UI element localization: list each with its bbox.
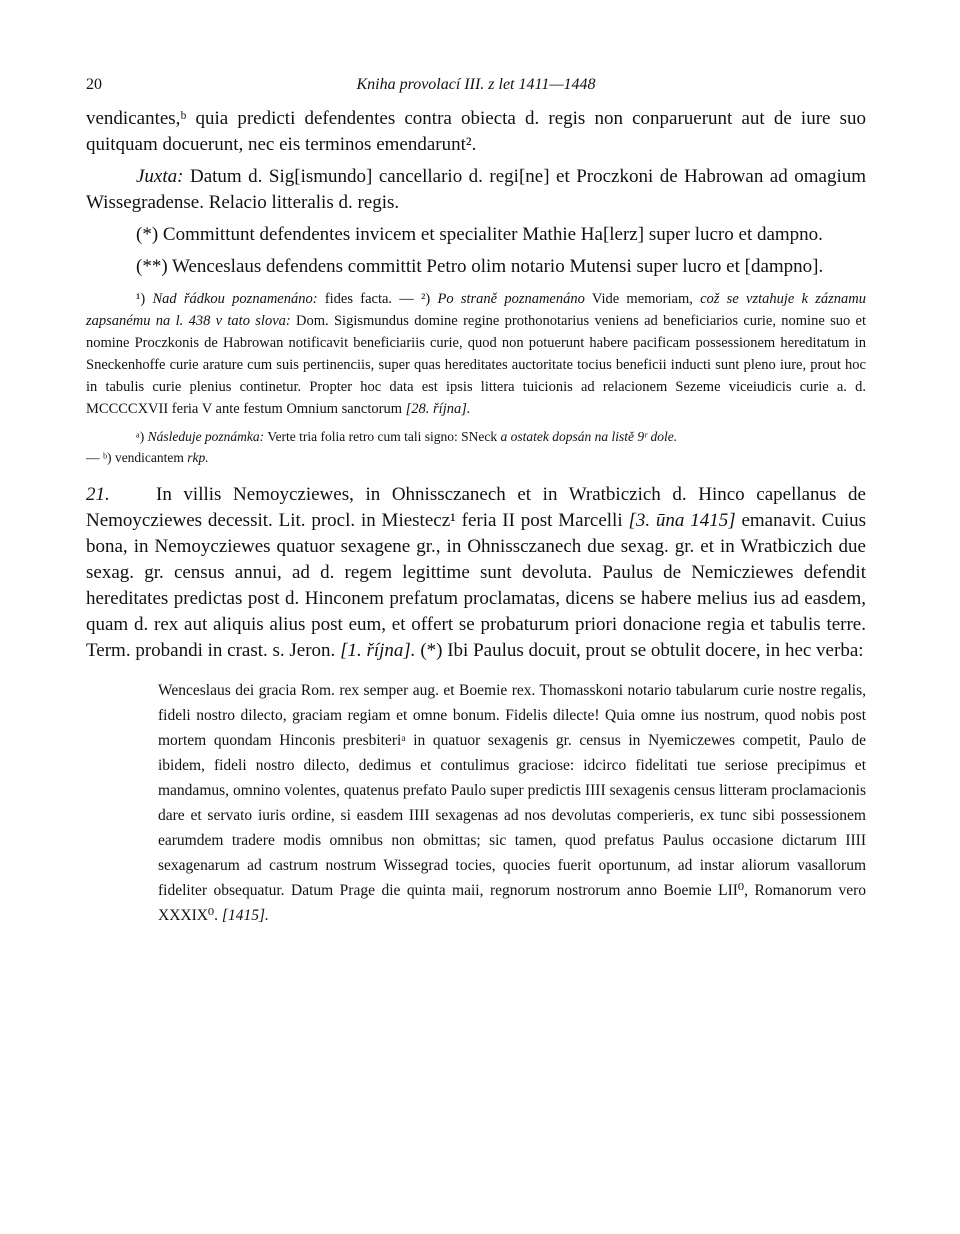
footnote-1-label: Nad řádkou poznamenáno: [152,291,318,307]
variant-a-label: Následuje poznámka: [147,429,265,444]
page-header [86,72,866,106]
variant-notes [86,426,866,468]
footnote-2-text2: Dom. Sigismundus domine regine prothonotarius veniens ad beneficiarios curie, nomine suo et nomine Proczkonis de Habrowan notificavit beneficiariis curie, quod non potuerunt habere pacificam possessionem hereditatum in Sneckenhoffe curie arature cum suis pertinenciis, super quas hereditates auctoritate tocius beneficii inducti sunt pleno iure, prout hoc in tabulis curie plenius continetur. Propter hoc data est ipsis littera tuicionis ad relacionem Sezeme viceiudicis curie a. d. MCCCCXVII feria V ante festum Omnium sanctorum [86,313,867,417]
footnote-2-label: Po straně poznamenáno [437,291,585,307]
document-page [86,72,866,928]
variant-a-label2: a ostatek dopsán na listě 9ʳ dole. [500,429,678,444]
paragraph-wenceslaus: (**) Wenceslaus defendens committit Petro olim notario Mutensi super lucro et [dampno]. [136,256,824,277]
variant-b-text: vendicantem [114,450,184,465]
footnote-1-text: fides facta. — [324,291,414,307]
variant-b-mark: — ᵇ) [86,450,112,465]
variant-a-text: Verte tria folia retro cum tali signo: SNeck [267,429,498,444]
entry-number: 21. [86,484,110,505]
paragraph-continuation: vendicantes,ᵇ quia predicti defendentes contra obiecta d. regis non conparuerunt aut de iure suo quitquam docuerunt, nec eis terminos emendarunt². [86,108,866,155]
footnote-1-mark: ¹) [136,291,146,307]
footnotes [86,288,866,420]
entry-text-3: (*) Ibi Paulus docuit, prout se obtulit docere, in hec verba: [420,640,864,661]
charter-date: [1415]. [221,907,269,924]
footnote-2-mark: ²) [421,291,431,307]
footnote-2-text1: Vide memoriam, [591,291,693,307]
entry-text-1: In villis Nemoycziewes, in Ohnissczanech et in Wratbiczich d. Hinco capellanus de Nemoycziewes decessit. Lit. procl. in Miestecz¹ feria II post Marcelli [86,484,866,531]
charter-body: Wenceslaus dei gracia Rom. rex semper aug. et Boemie rex. Thomasskoni notario tabularum curie nostre regalis, fideli nostro dilecto, graciam regiam et omne bonum. Fidelis dilecte! Quia omne ius nostrum, quod nobis post mortem quondam Hinconis presbiteriᵃ in quatuor sexagenis gr. census in Nyemiczewes competit, Paulo de ibidem, fideli nostro dilecto, dedimus et contulimus graciose: idcirco fidelitati tue seriose precipimus et mandamus, omnino volentes, quatenus prefato Paulo super predictis IIII sexagenis census litteram proclamacionis dare et servato iuris ordine, si easdem IIII sexagenas ad nos devolutas comperieris, ex tunc sibi possessionem earumdem tradere modis omnibus non obmittas; sic tamen, quod prefatus Paulus occasione dictarum IIII sexagenarum ad castrum nostrum Wissegrad tocies, quocies fuerit oportunum, ad instar aliorum vasallorum fideliter obsequatur. Datum Prage die quinta maii, regnorum nostrorum anno Boemie LII⁰, Romanorum vero XXXIX⁰. [158,682,866,924]
entry-21 [86,482,866,664]
variant-b-label: rkp. [187,450,209,465]
entry-text-2: emanavit. Cuius bona, in Nemoycziewes quatuor sexagene gr., in Ohnissczanech due sexag. gr. et in Wratbiczich due sexag. gr. census annui, ad d. regem legittime sunt devoluta. Paulus de Nemicziewes defendit hereditates predictas post d. Hinconem prefatum proclamatas, dicens se habere melius ius ad easdem, quam d. rex aut aliquis alius post eum, et offert se probaturum priori donacione regia et tabulis terre. Term. probandi in crast. s. Jeron. [86,510,867,661]
footnote-2-date: [28. října]. [405,401,471,417]
entry-date-2: [1. října]. [340,640,416,661]
juxta-label: Juxta: [136,166,184,187]
page-number: 20 [86,76,102,93]
charter-text [158,678,866,928]
variant-a-mark: ᵃ) [136,429,145,444]
footnote-2-label2: což se vztahuje k záznamu zapsanému na l. 438 v tato slova: [86,291,867,329]
paragraph-juxta [86,164,866,216]
entry-date-1: [3. ūna 1415] [628,510,736,531]
running-title: Kniha provolací III. z let 1411—1448 [356,76,596,93]
paragraph-committunt: (*) Committunt defendentes invicem et specialiter Mathie Ha[lerz] super lucro et dampno. [136,224,823,245]
juxta-text: Datum d. Sig[ismundo] cancellario d. regi[ne] et Proczkoni de Habrowan ad omagium Wissegradense. Relacio litteralis d. regis. [86,166,866,213]
